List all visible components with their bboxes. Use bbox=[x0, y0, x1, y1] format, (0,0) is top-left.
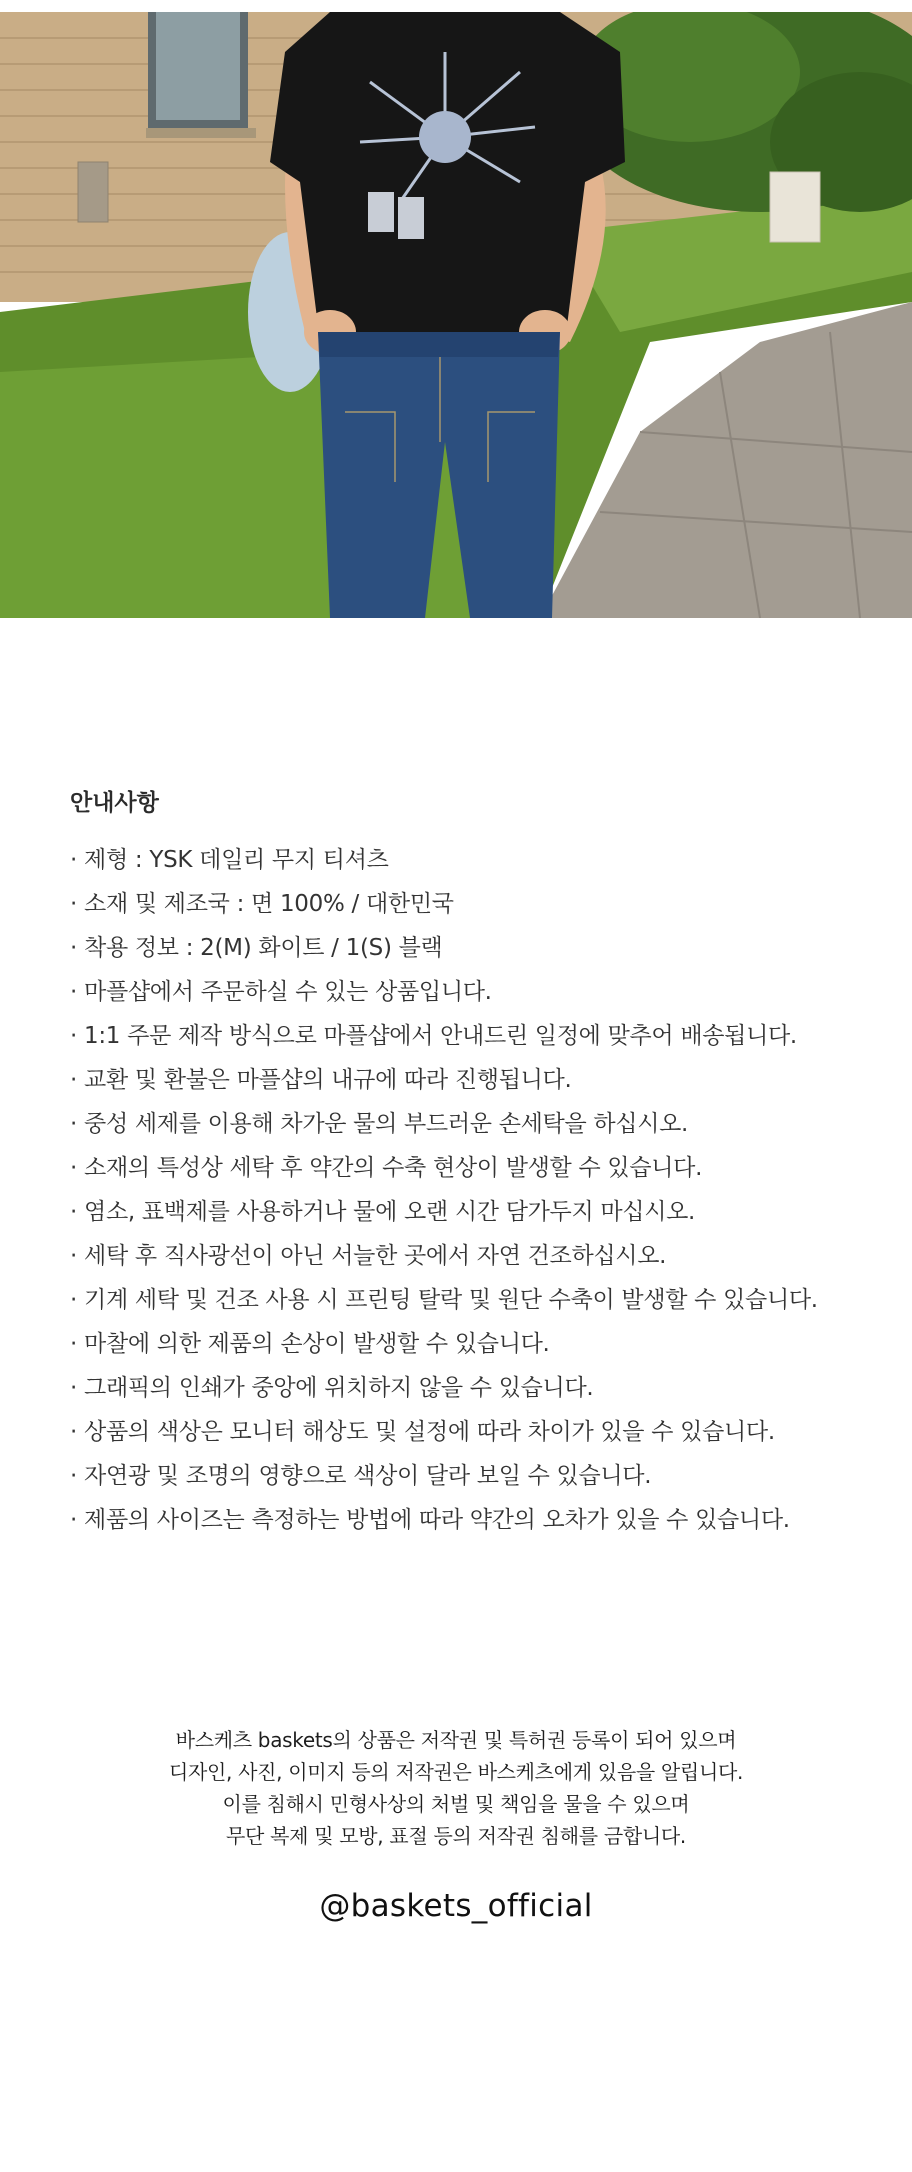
info-item-shipping: · 1:1 주문 제작 방식으로 마플샵에서 안내드린 일정에 맞추어 배송됩니다. bbox=[70, 1023, 797, 1049]
info-item-fit: · 착용 정보 : 2(M) 화이트 / 1(S) 블랙 bbox=[70, 935, 443, 961]
info-item-material: · 소재 및 제조국 : 면 100% / 대한민국 bbox=[70, 891, 454, 917]
info-item-print: · 그래픽의 인쇄가 중앙에 위치하지 않을 수 있습니다. bbox=[70, 1375, 594, 1401]
notice-line: 디자인, 사진, 이미지 등의 저작권은 바스케츠에게 있음을 알립니다. bbox=[168, 1760, 744, 1784]
info-item-shrink: · 소재의 특성상 세탁 후 약간의 수축 현상이 발생할 수 있습니다. bbox=[70, 1155, 703, 1181]
info-title: 안내사항 bbox=[70, 790, 159, 816]
info-item-dry: · 세탁 후 직사광선이 아닌 서늘한 곳에서 자연 건조하십시오. bbox=[70, 1243, 667, 1269]
info-item-color: · 상품의 색상은 모니터 해상도 및 설정에 따라 차이가 있을 수 있습니다. bbox=[70, 1419, 775, 1445]
info-item-bleach: · 염소, 표백제를 사용하거나 물에 오랜 시간 담가두지 마십시오. bbox=[70, 1199, 696, 1225]
info-item-friction: · 마찰에 의한 제품의 손상이 발생할 수 있습니다. bbox=[70, 1331, 550, 1357]
info-item-size: · 제품의 사이즈는 측정하는 방법에 따라 약간의 오차가 있을 수 있습니다. bbox=[70, 1507, 790, 1533]
info-section bbox=[70, 786, 870, 1542]
notice-line: 무단 복제 및 모방, 표절 등의 저작권 침해를 금합니다. bbox=[226, 1824, 686, 1848]
info-item-shop: · 마플샵에서 주문하실 수 있는 상품입니다. bbox=[70, 979, 492, 1005]
info-item-form: · 제형 : YSK 데일리 무지 티셔츠 bbox=[70, 847, 389, 873]
info-item-wash: · 중성 세제를 이용해 차가운 물의 부드러운 손세탁을 하십시오. bbox=[70, 1111, 689, 1137]
brand-handle: @baskets_official bbox=[319, 1888, 593, 1924]
copyright-notice bbox=[0, 1724, 912, 1852]
info-item-refund: · 교환 및 환불은 마플샵의 내규에 따라 진행됩니다. bbox=[70, 1067, 572, 1093]
info-item-lighting: · 자연광 및 조명의 영향으로 색상이 달라 보일 수 있습니다. bbox=[70, 1463, 652, 1489]
notice-line: 이를 침해시 민형사상의 처벌 및 책임을 물을 수 있으며 bbox=[222, 1792, 690, 1816]
notice-line: 바스케츠 baskets의 상품은 저작권 및 특허권 등록이 되어 있으며 bbox=[175, 1728, 737, 1752]
info-list bbox=[70, 838, 870, 1542]
product-photo bbox=[0, 12, 912, 618]
info-item-machine-wash: · 기계 세탁 및 건조 사용 시 프린팅 탈락 및 원단 수축이 발생할 수 있습니다. bbox=[70, 1287, 818, 1313]
